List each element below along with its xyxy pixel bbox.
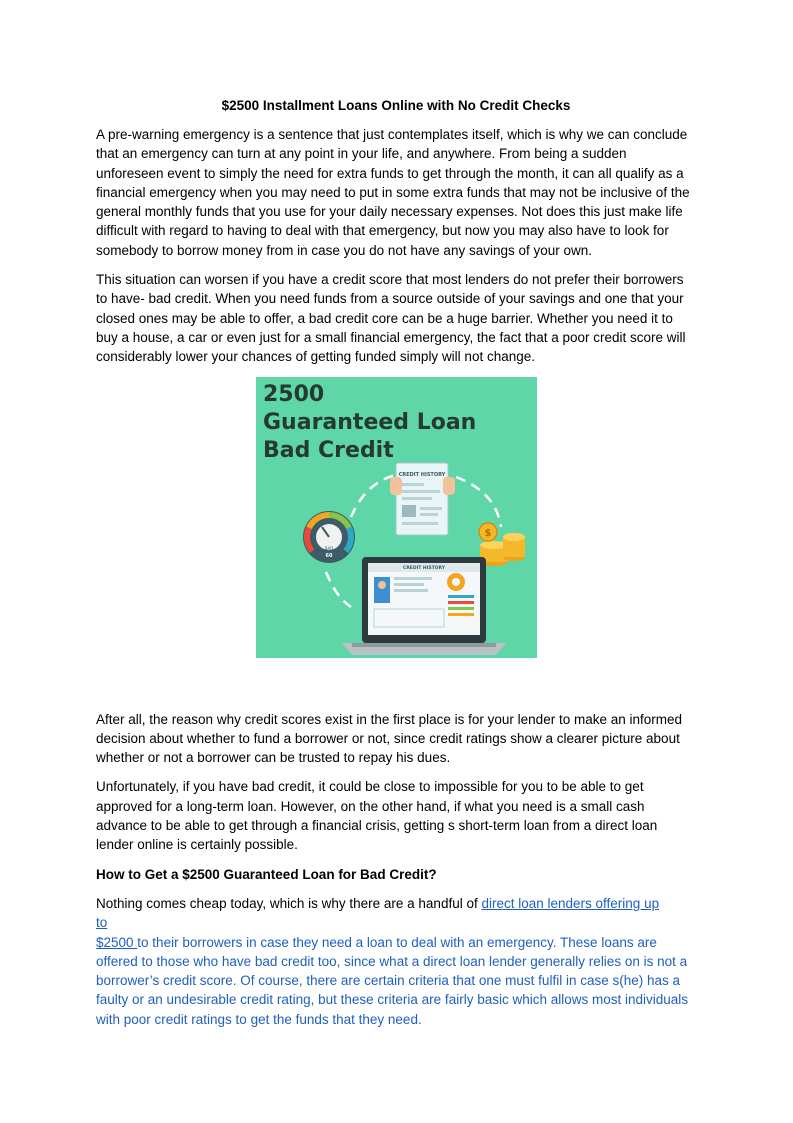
gauge-value: 60 [325, 552, 333, 559]
paper-label: CREDIT HISTORY [398, 471, 446, 478]
dashed-arc-right [456, 477, 501, 527]
dashed-arc-left [351, 475, 396, 517]
2500-link[interactable]: $2500 [96, 934, 138, 950]
document-page [96, 96, 696, 1039]
dashed-arc-bottom-left [326, 572, 351, 607]
illustration-graphics [256, 377, 537, 658]
illustration-title-line-2: Guaranteed Loan [263, 409, 477, 435]
document-title: $2500 Installment Loans Online with No Credit Checks [221, 98, 571, 113]
loan-illustration [256, 377, 537, 658]
coins-icon [479, 523, 525, 566]
section-heading: How to Get a $2500 Guaranteed Loan for Bad Credit? [96, 866, 437, 882]
paragraph-1: A pre-warning emergency is a sentence that just contemplates itself, which is why we can conclude that an emergency can turn at any point in your life, and anywhere. From being a sudden unforeseen event to simply the need for extra funds to get through the month, it can all qualify as a financial emergency when you may need to put in some extra funds that may not be inclusive of the general monthly funds that you use for your daily necessary expenses. Not does this just make life difficult with regard to having to deal with that emergency, but now you may also have to look for somebody to borrow money from in case you do not have any savings of your own. [96, 127, 690, 258]
paragraph-5-intro: Nothing comes cheap today, which is why there are a handful of [96, 895, 482, 911]
paragraph-5-rest: to their borrowers in case they need a loan to deal with an emergency. These loans are offered to those who have bad credit too, since what a direct loan lender generally relies on is not a borrower’s credit score. Of course, there are certain criteria that one must fulfil in case s(he) has a faulty or an undesirable credit rating, but these criteria are fairly basic which allows most individuals with poor credit ratings to get the funds that they need. [96, 934, 689, 1027]
laptop-icon [342, 557, 506, 655]
direct-loan-lenders-link[interactable]: direct loan lenders offering up [481, 895, 660, 911]
laptop-label: CREDIT HISTORY [403, 565, 445, 571]
illustration-title-line-1: 2500 [263, 381, 325, 407]
figure-spacer [96, 658, 696, 710]
paragraph-3: After all, the reason why credit scores exist in the first place is for your lender to make an informed decision about whether to fund a borrower or not, since credit ratings show a clearer picture about whether or not a borrower can be trusted to repay his dues. [96, 711, 683, 766]
paragraph-5 [96, 894, 696, 1029]
illustration-title-line-3: Bad Credit [263, 437, 394, 463]
gauge-label: BAD [324, 545, 334, 551]
paragraph-4: Unfortunately, if you have bad credit, it could be close to impossible for you to be able to get approved for a long-term loan. However, on the other hand, if what you need is a small cash advance to be able to get through a financial crisis, getting s short-term loan from a direct loan lender online is certainly possible. [96, 779, 658, 853]
svg-text:$: $ [484, 527, 492, 539]
direct-loan-lenders-link-cont[interactable]: to [96, 915, 108, 931]
paragraph-2: This situation can worsen if you have a credit score that most lenders do not prefer their borrowers to have- bad credit. When you need funds from a source outside of your savings and one that your closed ones may be able to offer, a bad credit core can be a huge barrier. Whether you need it to buy a house, a car or even just for a small financial emergency, the fact that a poor credit score will considerably lower your chances of getting funded simply will not change. [96, 272, 686, 365]
